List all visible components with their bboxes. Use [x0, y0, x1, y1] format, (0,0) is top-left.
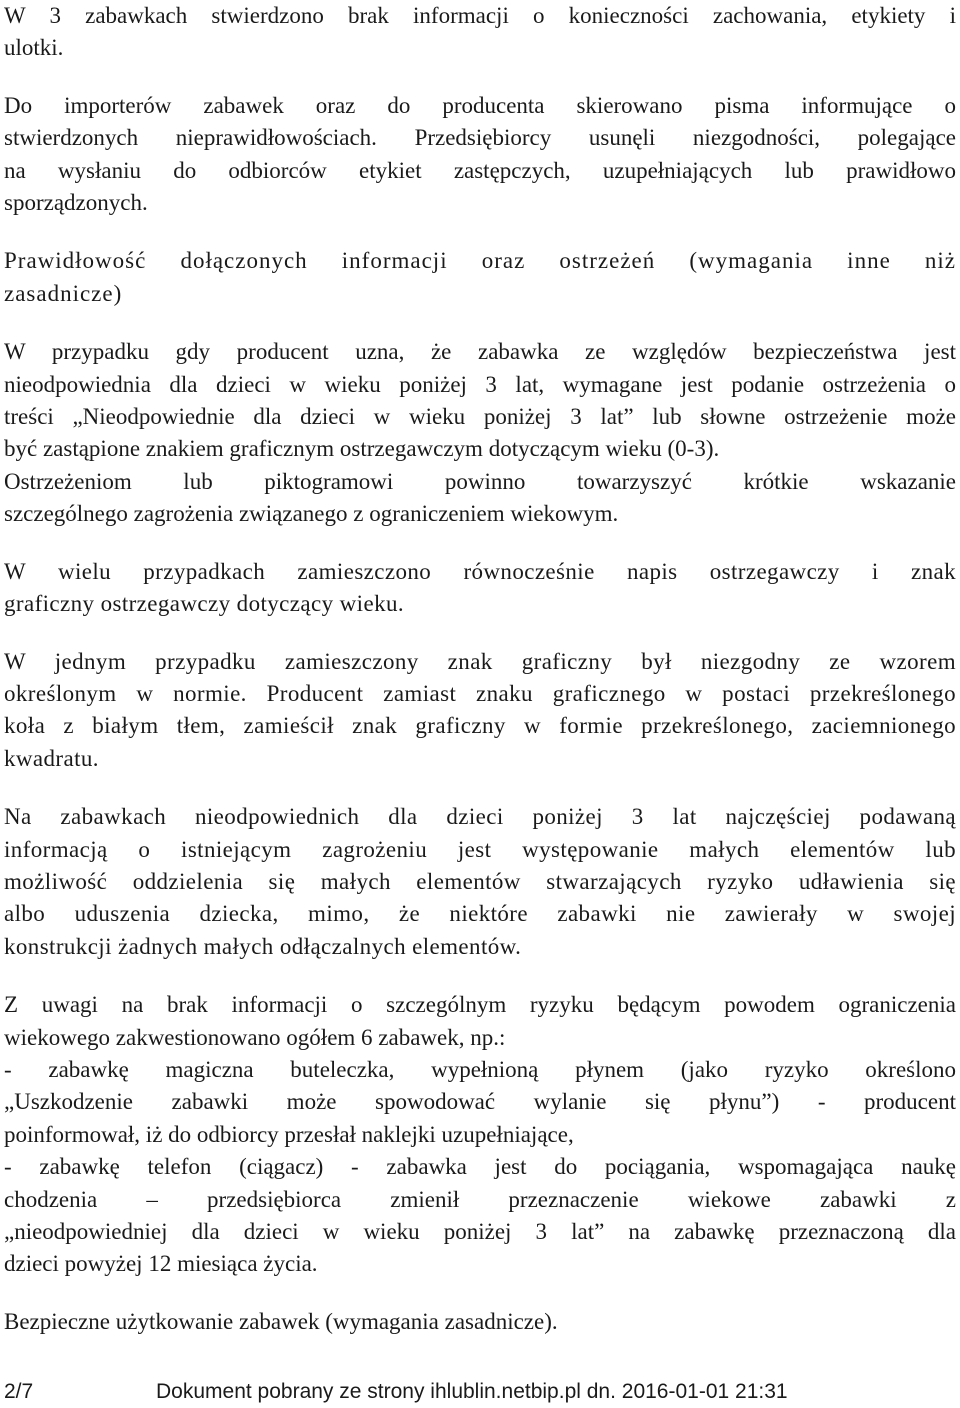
- text-line: - zabawkę telefon (ciągacz) - zabawka jest do pociągania, wspomagająca naukę: [4, 1154, 956, 1180]
- text-line: konstrukcji żadnych małych odłączalnych elementów.: [4, 933, 522, 959]
- document-page: [4, 0, 956, 1338]
- text-line: nieodpowiednia dla dzieci w wieku poniżej 3 lat, wymagane jest podanie ostrzeżenia o: [4, 371, 956, 397]
- text-line: zasadnicze): [4, 280, 123, 306]
- page-footer: [4, 1380, 956, 1404]
- paragraph-nonconforming-sign: [4, 646, 956, 776]
- text-line: Ostrzeżeniom lub piktogramowi powinno towarzyszyć krótkie wskazanie: [4, 468, 956, 494]
- text-line: graficzny ostrzegawczy dotyczący wieku.: [4, 591, 405, 617]
- text-line: określonym w normie. Producent zamiast znaku graficznego w postaci przekreślonego: [4, 680, 956, 706]
- text-line: Bezpieczne użytkowanie zabawek (wymagania zasadnicze).: [4, 1308, 558, 1334]
- text-line: informacją o istniejącym zagrożeniu jest występowanie małych elementów lub: [4, 836, 956, 862]
- paragraph-both-warnings: [4, 556, 956, 621]
- text-line: Do importerów zabawek oraz do producenta skierowano pisma informujące o: [4, 92, 956, 118]
- text-line: Na zabawkach nieodpowiednich dla dzieci poniżej 3 lat najczęściej podawaną: [4, 804, 956, 830]
- text-line: „nieodpowiedniej dla dzieci w wieku poniżej 3 lat” na zabawkę przeznaczoną dla: [4, 1219, 956, 1244]
- paragraph-questioned-toys: [4, 989, 956, 1281]
- text-line: albo uduszenia dziecka, mimo, że niektóre zabawki nie zawierały w swojej: [4, 901, 956, 927]
- text-line: stwierdzonych nieprawidłowościach. Przedsiębiorcy usunęli niezgodności, polegające: [4, 125, 956, 151]
- text-line: Prawidłowość dołączonych informacji oraz ostrzeżeń (wymagania inne niż: [4, 248, 956, 274]
- text-line: poinformował, iż do odbiorcy przesłał naklejki uzupełniające,: [4, 1121, 574, 1147]
- text-line: kwadratu.: [4, 745, 99, 771]
- text-line: szczególnego zagrożenia związanego z ograniczeniem wiekowym.: [4, 501, 619, 527]
- text-line: dzieci powyżej 12 miesiąca życia.: [4, 1251, 318, 1277]
- paragraph-age-warning: [4, 336, 956, 530]
- text-line: W wielu przypadkach zamieszczono równocześnie napis ostrzegawczy i znak: [4, 558, 956, 584]
- text-line: W 3 zabawkach stwierdzono brak informacji o konieczności zachowania, etykiety i: [4, 3, 956, 28]
- download-source-note: Dokument pobrany ze strony ihlublin.netbip.pl dn. 2016-01-01 21:31: [156, 1380, 788, 1403]
- text-line: W jednym przypadku zamieszczony znak graficzny był niezgodny ze wzorem: [4, 648, 956, 674]
- text-line: ulotki.: [4, 35, 64, 61]
- text-line: koła z białym tłem, zamieścił znak graficzny w formie przekreślonego, zaciemnionego: [4, 713, 956, 739]
- text-line: - zabawkę magiczna buteleczka, wypełnioną płynem (jako ryzyko określono: [4, 1056, 956, 1082]
- paragraph-letters-sent: [4, 90, 956, 220]
- paragraph-missing-info: [4, 0, 956, 65]
- text-line: chodzenia – przedsiębiorca zmienił przeznaczenie wiekowe zabawki z: [4, 1186, 956, 1212]
- text-line: wiekowego zakwestionowano ogółem 6 zabawek, np.:: [4, 1024, 506, 1050]
- text-line: sporządzonych.: [4, 190, 148, 216]
- text-line: na wysłaniu do odbiorców etykiet zastępczych, uzupełniających lub prawidłowo: [4, 157, 956, 183]
- section-heading-warnings: [4, 245, 956, 310]
- text-line: możliwość oddzielenia się małych elementów stwarzających ryzyko udławienia się: [4, 868, 956, 894]
- section-heading-safe-use: [4, 1306, 956, 1338]
- page-number: 2/7: [4, 1380, 34, 1403]
- text-line: „Uszkodzenie zabawki może spowodować wylanie się płynu”) - producent: [4, 1089, 956, 1115]
- text-line: treści „Nieodpowiednie dla dzieci w wieku poniżej 3 lat” lub słowne ostrzeżenie może: [4, 404, 956, 430]
- paragraph-small-parts: [4, 801, 956, 963]
- text-line: W przypadku gdy producent uzna, że zabawka ze względów bezpieczeństwa jest: [4, 339, 956, 365]
- text-line: Z uwagi na brak informacji o szczególnym ryzyku będącym powodem ograniczenia: [4, 992, 956, 1018]
- text-line: być zastąpione znakiem graficznym ostrzegawczym dotyczącym wieku (0-3).: [4, 436, 720, 462]
